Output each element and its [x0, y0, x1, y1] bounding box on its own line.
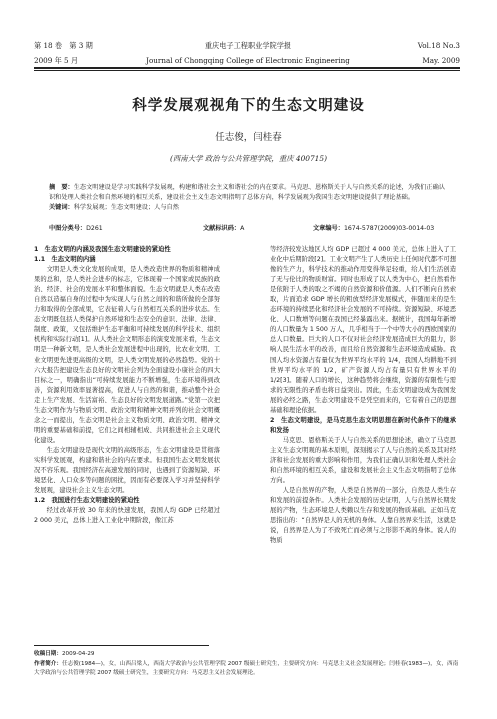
footnote	[34, 650, 460, 679]
received-date: 2009-04-29	[61, 651, 95, 657]
clc-label: 中图分类号：	[49, 225, 87, 232]
author-affiliation: (西南大学 政治与公共管理学院，重庆 400715)	[170, 154, 327, 163]
received-label: 收稿日期：	[34, 651, 62, 657]
section-heading: 1 生态文明的内涵及我国生态文明建设的紧迫性	[34, 246, 171, 253]
abstract-label: 摘 要：	[49, 184, 74, 191]
keywords-text: 科学发展观；生态文明建设；人与自然	[73, 204, 179, 212]
running-header-volume-cn: 第 18 卷 第 3 期	[34, 41, 93, 50]
document-code	[203, 223, 244, 232]
section-heading: 1.2 我国进行生态文明建设的紧迫性	[34, 497, 140, 505]
article-number	[313, 223, 434, 232]
body-paragraph: 生态文明建设是现代文明的高级形态，生态文明建设是贯彻落实科学发展观，构建和谐社会的内在要求。但我国生态文明发展状况不容乐观。我国经济在高速发展的同时，也遇到了资源短缺、环境恶化、人口众多等问题的困扰，因而有必要深入学习并坚持科学发展观，建设社会主义生态文明。	[34, 446, 220, 495]
header-rule	[34, 67, 460, 69]
clc-number	[49, 223, 103, 232]
body-paragraph: 马克思、恩格斯关于人与自然关系的思想论述，确立了马克思主义生态文明观的基本原则，深刻揭示了人与自然的关系及其对经济和社会发展的重大影响和作用，为我们正确认识和处理人类社会和自然环境的相互关系，建设和发展社会主义生态文明指明了总体方向。	[270, 436, 456, 485]
artno-label: 文章编号：	[313, 225, 344, 232]
doccode-label: 文献标识码：	[203, 225, 241, 232]
left-column	[34, 245, 220, 526]
running-header-journal-cn: 重庆电子工程职业学院学报	[204, 41, 292, 50]
author-bio-label: 作者简介：	[34, 660, 62, 667]
keywords-label: 关键词：	[49, 204, 74, 212]
clc-value: D261	[86, 225, 103, 232]
doccode-value: A	[240, 225, 245, 232]
running-header-date-en: May. 2009	[422, 56, 460, 65]
body-paragraph: 经过改革开放 30 年来的快速发展，我国人均 GDP 已经超过 2 000 美元，总体上进入工业化中期阶段，像江苏	[34, 507, 220, 525]
running-header-volume-en: Vol.18 No.3	[417, 41, 460, 50]
article-authors: 任志俊，闫桂春	[215, 132, 282, 143]
article-title: 科学发展观视角下的生态文明建设	[132, 98, 365, 114]
running-header-date-cn: 2009 年 5 月	[34, 56, 79, 65]
section-heading: 2 生态文明建设，是马克思生态文明思想在新时代条件下的继承和发扬	[270, 416, 456, 434]
abstract	[49, 183, 446, 214]
right-column	[270, 245, 456, 546]
artno-value: 1674-5787(2009)03-0014-03	[343, 225, 435, 232]
author-bio: 任志俊(1984—)，女，山西吕梁人，西南大学政治与公共管理学院 2007 级硕士研究生，主要研究方向：马克思主义社会发展理论；闫桂春(1983—)，女，西南大学政治与公共管理学院 2007 级硕士研究生，主要研究方向：马克思主义社会发展理论。	[34, 660, 459, 677]
footnote-rule	[34, 645, 209, 646]
section-heading: 1.1 生态文明的内涵	[34, 256, 96, 264]
body-paragraph: 人是自然界的产物，人类是自然界的一部分，自然是人类生存和发展的前提条件。人类社会发展的历史证明，人与自然界长期发展的产物，生态环境是人类赖以生存和发展的物质基础。正如马克思指出的：“自然界是人的无机的身体。人靠自然界来生活，这就是说，自然界是人为了不致死亡而必须与之形影不离的身体。说人的物质	[270, 487, 456, 545]
abstract-text: 生态文明建设是学习实践科学发展观，构建和谐社会主义和谐社会的内在要求。马克思、恩格斯关于人与自然关系的论述，为我们正确认识和处理人类社会和自然环境的相互关系，建设社会主义生态文明指明了总体方向，科学发展观为我国生态文明建设提供了理论基础。	[49, 184, 445, 202]
body-paragraph: 文明是人类文化发展的成果，是人类改造世界的物质和精神成果的总和，是人类社会进步的标志，它体现着一个国家或民族的政治、经济、社会的发展水平和整体面貌。生态文明就是人类在改造自然以造福自身的过程中为实现人与自然之间的和谐所做的全部努力和取得的全部成果，它表征着人与自然相互关系的进步状态。生态文明既包括人类保护自然环境和生态安全的意识、法律、法律、制度、政策，又包括维护生态平衡和可持续发展的科学技术、组织机构和实际行动[1]。从人类社会文明形态的演变发展来看，生态文明是一种新文明，是人类社会发展进程中出现的，比农业文明、工业文明更先进更高级的文明，是人类文明发展的必然趋势。党的十六大报告把建设生态良好的文明社会列为全面建设小康社会的四大目标之一，明确指出“可持续发展能力不断增强，生态环境得到改善，资源利用效率显著提高，促进人与自然的和谐，推动整个社会走上生产发展、生活富裕、生态良好的文明发展道路。”党第一次把生态文明作为与物质文明、政治文明和精神文明并列的社会文明概念之一而提出，生态文明是社会主义物质文明、政治文明、精神文明的重要基础和前提，它们之间相辅相成、共同推进社会主义现代化建设。	[34, 266, 220, 444]
running-header-journal-en: Journal of Chongqing College of Electronic Engineering	[146, 56, 350, 65]
header-rule-thin	[34, 70, 460, 71]
body-paragraph: 等经济较发达地区人均 GDP 已超过 4 000 美元，总体上进入了工业化中后期阶段[2]。工业文明产生了人类历史上任何时代都不可想像的生产力，科学技术的推动作用变得举足轻重，给人们生活创造了无与伦比的物质财富。同时也形成了以人类为中心，把自然看作是依附于人类的取之不竭的自然资源和价值源。人们不断向自然索取，片面追求 GDP 增长的粗放型经济发展模式，伴随而来的是生态环境的持续恶化和经济社会发展的不可持续。资源短缺、环境恶化、人口数增等问题在我国已经暴露出来。据统计，我国每年新增的人口数量为 1 500 万人，几乎相当于一个中等大小的西欧国家的总人口数量。巨大的人口不仅对社会经济发展造成巨大的阻力，影响人民生活水平的改善，而且给自然资源和生态环境造成威胁。我国人均水资源占有量仅为世界平均水平的 1/4，我国人均耕地不到世界平均水平的 1/2，矿产资源人均占有量只有世界水平的 1/2[3]。随着人口的增长，这种趋势将会继续，资源的有限性与需求的无限性的矛盾也将日益突出。因此，生态文明建设成为我国发展的必经之路，生态文明建设不是凭空而来的，它有着自己的思想基础和理论依据。	[270, 246, 456, 414]
